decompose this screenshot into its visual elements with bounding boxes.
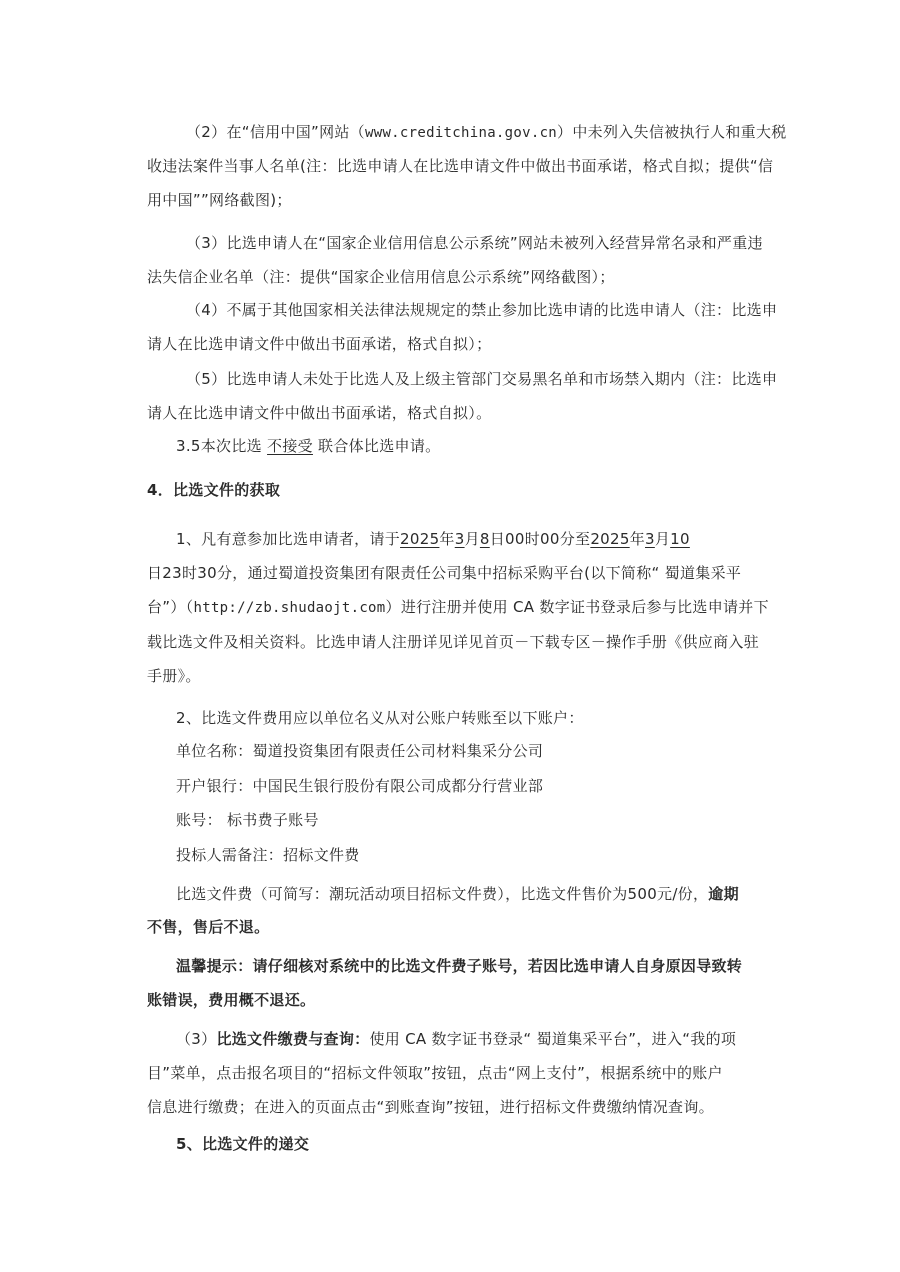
section-4-p3-line-1: （3）比选文件缴费与查询：使用 CA 数字证书登录“ 蜀道集采平台”，进入“我的项 xyxy=(176,1030,737,1048)
section-4-p1-line-1: 1、凡有意参加比选申请者，请于2025年3月8日00时00分至2025年3月10 xyxy=(176,530,690,548)
account-bank: 开户银行：中国民生银行股份有限公司成都分行营业部 xyxy=(176,777,544,795)
item-4-line-1: （4）不属于其他国家相关法律法规规定的禁止参加比选申请的比选申请人（注：比选申 xyxy=(186,301,778,319)
account-number: 账号： 标书费子账号 xyxy=(176,811,319,829)
end-day: 10 xyxy=(670,530,690,548)
start-year: 2025 xyxy=(400,530,440,548)
start-day: 8 xyxy=(479,530,490,548)
consortium-acceptance-value: 不接受 xyxy=(267,437,313,455)
item-2-line-2: 收违法案件当事人名单(注：比选申请人在比选申请文件中做出书面承诺，格式自拟；提供“信 xyxy=(147,157,774,175)
end-year: 2025 xyxy=(590,530,630,548)
end-month: 3 xyxy=(645,530,655,548)
item-3-line-2: 法失信企业名单（注：提供“国家企业信用信息公示系统”网络截图）； xyxy=(147,268,615,286)
section-4-p1-line-3: 台”）（http://zb.shudaojt.com）进行注册并使用 CA 数字证书登录后参与比选申请并下 xyxy=(147,598,769,616)
section-4-p1-line-4: 载比选文件及相关资料。比选申请人注册详见详见首页－下载专区－操作手册《供应商入驻 xyxy=(147,633,760,651)
section-5-title: 5、比选文件的递交 xyxy=(176,1135,310,1153)
section-4-title: 4．比选文件的获取 xyxy=(147,481,281,499)
section-4-p1-line-5: 手册》。 xyxy=(147,667,201,685)
item-2-line-3: 用中国””网络截图)； xyxy=(147,191,292,209)
section-4-p3-line-2: 目”菜单，点击报名项目的“招标文件领取”按钮，点击“网上支付”，根据系统中的账户 xyxy=(147,1064,723,1082)
account-name: 单位名称：蜀道投资集团有限责任公司材料集采分公司 xyxy=(176,742,544,760)
fee-line-1: 比选文件费（可简写：潮玩活动项目招标文件费），比选文件售价为500元/份，逾期 xyxy=(176,885,739,903)
item-2-line-1: （2）在“信用中国”网站（www.creditchina.gov.cn）中未列入失信被执行人和重大税 xyxy=(186,123,787,141)
shudao-url: http://zb.shudaojt.com xyxy=(193,600,386,616)
item-5-line-1: （5）比选申请人未处于比选人及上级主管部门交易黑名单和市场禁入期内（注：比选申 xyxy=(186,370,778,388)
creditchina-url: www.creditchina.gov.cn xyxy=(365,125,558,141)
fee-line-2: 不售，售后不退。 xyxy=(147,918,270,936)
item-4-line-2: 请人在比选申请文件中做出书面承诺，格式自拟）； xyxy=(147,335,492,353)
start-month: 3 xyxy=(454,530,465,548)
item-3-line-1: （3）比选申请人在“国家企业信用信息公示系统”网站未被列入经营异常名录和严重违 xyxy=(186,234,763,252)
account-remark: 投标人需备注：招标文件费 xyxy=(176,846,360,864)
section-4-p1-line-2: 日23时30分，通过蜀道投资集团有限责任公司集中招标采购平台(以下简称“ 蜀道集采平 xyxy=(147,564,742,582)
section-4-p2: 2、比选文件费用应以单位名义从对公账户转账至以下账户： xyxy=(176,709,584,727)
section-4-p3-line-3: 信息进行缴费；在进入的页面点击“到账查询”按钮，进行招标文件费缴纳情况查询。 xyxy=(147,1098,714,1116)
item-5-line-2: 请人在比选申请文件中做出书面承诺，格式自拟）。 xyxy=(147,404,492,422)
clause-3-5: 3.5本次比选 不接受 联合体比选申请。 xyxy=(176,437,441,455)
tip-line-2: 账错误，费用概不退还。 xyxy=(147,991,316,1009)
tip-line-1: 温馨提示：请仔细核对系统中的比选文件费子账号，若因比选申请人自身原因导致转 xyxy=(176,957,743,975)
